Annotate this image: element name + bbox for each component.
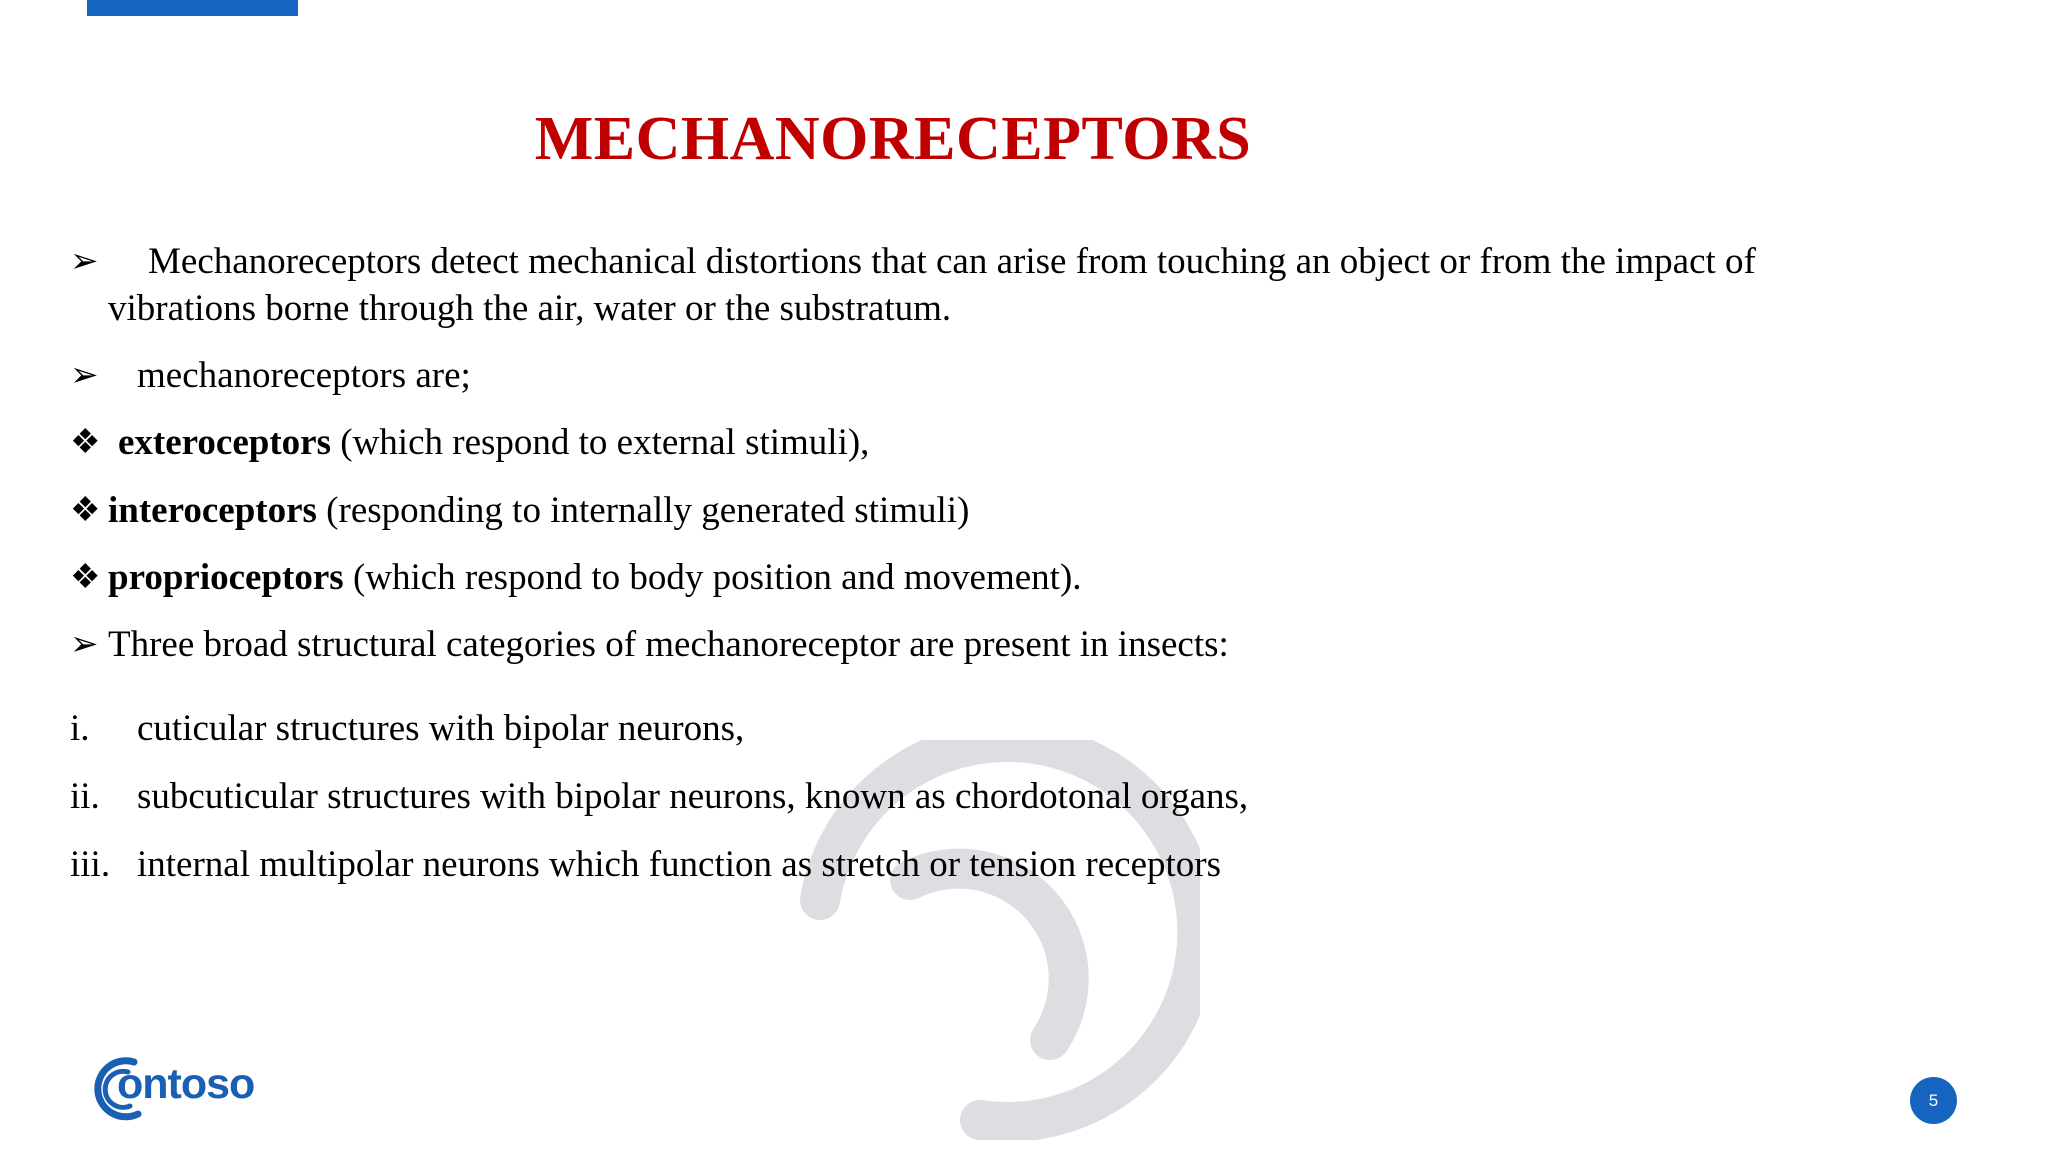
logo-text: ontoso <box>117 1060 255 1108</box>
point-3-term: exteroceptors <box>118 422 331 463</box>
list-item: internal multipolar neurons which function as stretch or tension receptors <box>137 844 1222 885</box>
diamond-bullet-icon: ❖ <box>70 492 101 529</box>
point-6: Three broad structural categories of mechanoreceptor are present in insects: <box>108 624 1229 665</box>
point-3 <box>118 420 869 466</box>
list-number: iii. <box>70 844 111 885</box>
arrow-bullet-icon: ➢ <box>70 357 99 394</box>
point-5 <box>108 555 1082 601</box>
diamond-bullet-icon: ❖ <box>70 424 101 461</box>
arrow-bullet-icon: ➢ <box>70 243 99 280</box>
point-1-line-1: Mechanoreceptors detect mechanical distortions that can arise from touching an object or from the impact of <box>148 241 1756 282</box>
point-5-desc: (which respond to body position and movement). <box>343 557 1082 598</box>
point-3-desc: (which respond to external stimuli), <box>331 422 870 463</box>
list-number: ii. <box>70 776 100 817</box>
point-5-term: proprioceptors <box>108 557 344 598</box>
point-4-term: interoceptors <box>108 490 317 531</box>
diamond-bullet-icon: ❖ <box>70 559 101 596</box>
point-1-line-2: vibrations borne through the air, water or the substratum. <box>108 288 952 329</box>
list-item: cuticular structures with bipolar neurons, <box>137 708 745 749</box>
slide-title: MECHANORECEPTORS <box>534 105 1252 173</box>
accent-bar <box>87 0 298 16</box>
list-number: i. <box>70 708 90 749</box>
point-4 <box>108 488 969 534</box>
list-item: subcuticular structures with bipolar neurons, known as chordotonal organs, <box>137 776 1249 817</box>
arrow-bullet-icon: ➢ <box>70 626 99 663</box>
point-2: mechanoreceptors are; <box>137 355 471 396</box>
point-4-desc: (responding to internally generated stimuli) <box>316 490 970 531</box>
page-number-badge: 5 <box>1910 1077 1957 1124</box>
